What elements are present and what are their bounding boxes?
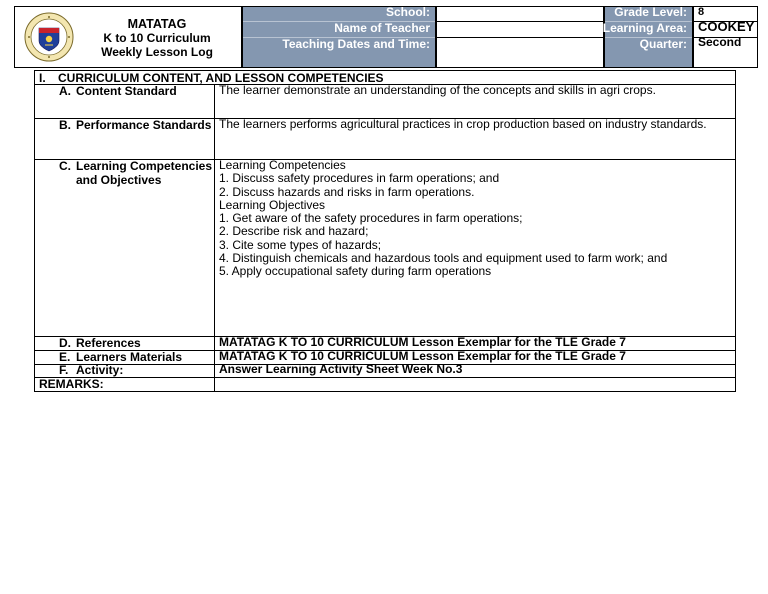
table-row-remarks (35, 377, 735, 378)
header-values-right (693, 6, 758, 68)
header-title (77, 17, 237, 59)
section-number: I. (39, 71, 46, 85)
header-values-left (436, 6, 604, 68)
competency-line: 2. Discuss hazards and risks in farm operations. (219, 184, 475, 199)
area-label: Learning Area: (602, 21, 687, 35)
materials-text: MATATAG K TO 10 CURRICULUM Lesson Exemplar for the TLE Grade 7 (219, 349, 626, 363)
title-line-3: Weekly Lesson Log (101, 45, 213, 59)
title-line-2: K to 10 Curriculum (103, 31, 211, 45)
objective-line: 3. Cite some types of hazards; (219, 237, 382, 252)
references-text: MATATAG K TO 10 CURRICULUM Lesson Exemplar for the TLE Grade 7 (219, 335, 626, 349)
competency-line: Learning Competencies (219, 158, 346, 172)
objective-line: 1. Get aware of the safety procedures in farm operations; (219, 211, 523, 226)
competencies-text (219, 159, 731, 279)
header-labels-right (604, 6, 693, 68)
performance-standards-text: The learners performs agricultural practices in crop production based on industry standards. (219, 117, 707, 131)
title-line-1: MATATAG (127, 17, 187, 31)
school-label: School: (386, 5, 430, 19)
area-value[interactable]: COOKEY (698, 19, 755, 34)
header-title-cell (14, 6, 242, 68)
column-divider (214, 84, 215, 391)
activity-text: Answer Learning Activity Sheet Week No.3 (219, 362, 463, 376)
deped-seal-icon (24, 12, 74, 62)
teacher-label: Name of Teacher (334, 21, 430, 35)
grade-label: Grade Level: (614, 5, 687, 19)
header-labels-left (242, 6, 436, 68)
lesson-log-header (14, 6, 758, 68)
objective-line: 4. Distinguish chemicals and hazardous tools and equipment used to farm work; and (219, 251, 668, 266)
quarter-value[interactable]: Second (698, 35, 742, 49)
section-title: CURRICULUM CONTENT, AND LESSON COMPETENCIES (58, 71, 384, 85)
dates-label: Teaching Dates and Time: (282, 37, 430, 51)
curriculum-table: I. CURRICULUM CONTENT, AND LESSON COMPETENCIES A. Content Standard The learner demonstrate an understanding of the concepts and skills in agri crops. B. Performance Standards The learners performs agricultural practices in crop production based on industry standards. C. Learning Competencies and Objectives Learning Competencies 1. Discuss safety procedures in farm operations; and 2. Discuss hazards and risks in farm operations. Learning Objectives 1. Get aware of the safety procedures in farm operations; 2. Describe risk and hazard; 3. Cite some types of hazards; 4. Distinguish chemicals and hazardous tools and equipment used to farm work; and 5. Apply occupational safety during farm operations D. References MATATAG K TO 10 CURRICULUM Lesson Exemplar for the TLE Grade 7 E. Learners Materials MATATAG K TO 10 CURRICULUM Lesson Exemplar for the TLE Grade 7 F. Activity: Answer Learning Activity Sheet Week No.3 REMARKS: (34, 70, 736, 392)
objective-line: 2. Describe risk and hazard; (219, 224, 369, 239)
objective-line: Learning Objectives (219, 197, 326, 212)
competency-line: 1. Discuss safety procedures in farm operations; and (219, 171, 500, 186)
grade-value[interactable]: 8 (698, 6, 705, 18)
quarter-label: Quarter: (639, 37, 687, 51)
content-standard-text: The learner demonstrate an understanding of the concepts and skills in agri crops. (219, 83, 656, 97)
objective-line: 5. Apply occupational safety during farm operations (219, 264, 492, 279)
